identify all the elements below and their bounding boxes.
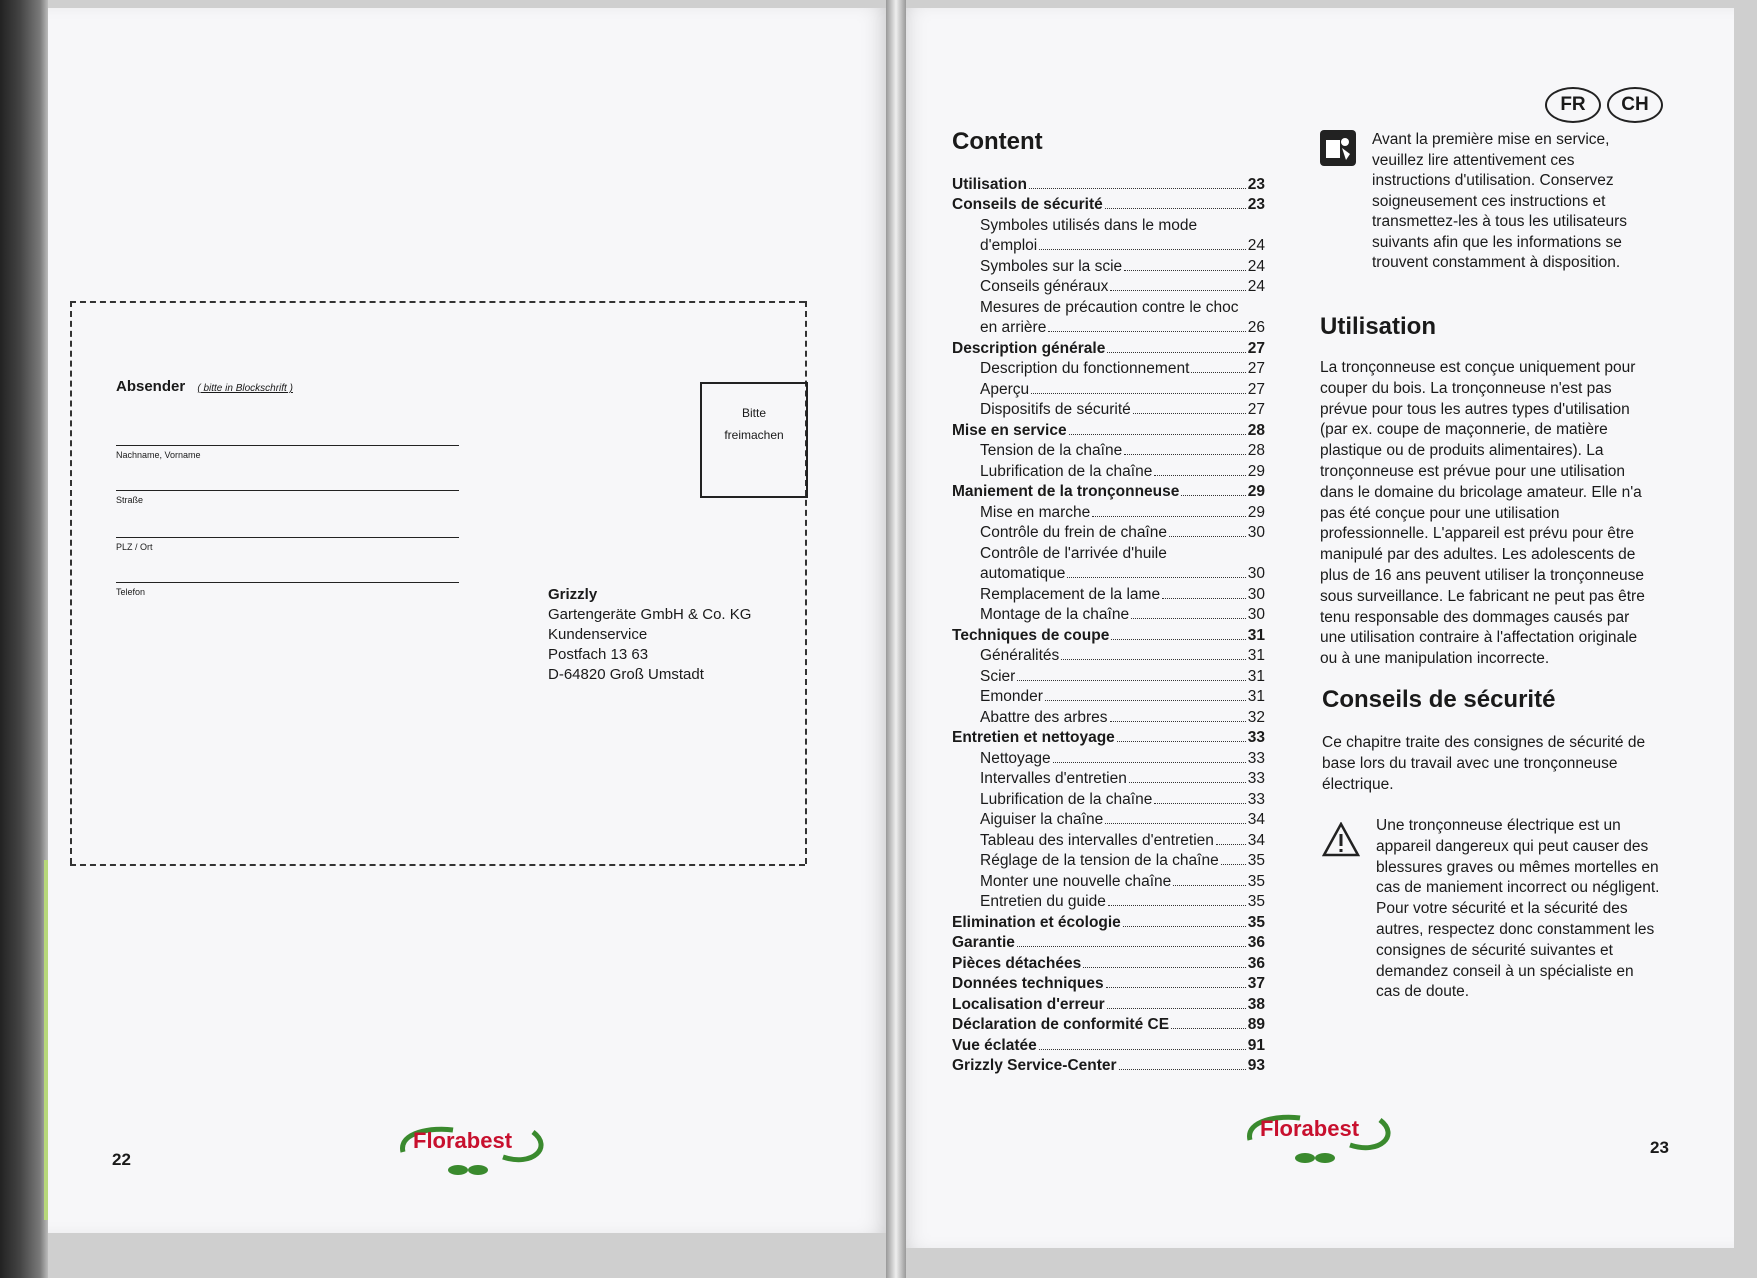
toc-entry-label: Données techniques (952, 975, 1104, 992)
toc-entry (952, 973, 1265, 994)
street-field-label: Straße (116, 495, 144, 505)
toc-entry-label: Intervalles d'entretien (980, 770, 1127, 787)
toc-entry (952, 706, 1265, 727)
toc-entry (952, 1014, 1265, 1035)
toc-entry (952, 624, 1265, 645)
badge-fr: FR (1545, 87, 1601, 123)
toc-entry-page: 30 (1247, 585, 1265, 603)
toc-leader-dots (1039, 1049, 1246, 1050)
toc-entry-label: Techniques de coupe (952, 626, 1110, 644)
toc-entry (952, 993, 1265, 1014)
toc-entry-label: Contrôle du frein de chaîne (980, 524, 1167, 541)
toc-entry-label: Description du fonctionnement (980, 360, 1190, 377)
toc-leader-dots (1216, 844, 1246, 845)
toc-entry-page: 24 (1247, 237, 1265, 254)
toc-entry-label: Abattre des arbres (980, 708, 1108, 726)
toc-leader-dots (1106, 987, 1246, 988)
toc-entry-page: 36 (1247, 954, 1265, 972)
toc-leader-dots (1221, 864, 1246, 865)
name-field[interactable] (116, 445, 459, 460)
toc-entry-label: Aperçu (980, 380, 1030, 398)
toc-entry-page: 35 (1247, 893, 1265, 910)
city-field-label: PLZ / Ort (116, 542, 153, 552)
toc-title: Content (952, 128, 1043, 155)
toc-entry (952, 665, 1265, 686)
toc-entry-page: 37 (1247, 975, 1265, 992)
name-field-label: Nachname, Vorname (116, 450, 201, 460)
toc-entry (952, 768, 1265, 789)
toc-entry-label: Scier (980, 667, 1016, 685)
toc-leader-dots (1017, 946, 1246, 947)
stamp-line-1: Bitte (741, 406, 766, 420)
toc-leader-dots (1092, 516, 1245, 517)
toc-entry-page: 33 (1247, 729, 1265, 746)
cut-line-bottom (70, 864, 805, 866)
logo-wordmark: Florabest (1260, 1116, 1360, 1141)
book-gutter (886, 0, 906, 1278)
toc-entry-page: 31 (1247, 688, 1265, 705)
toc-entry-label: Monter une nouvelle chaîne (980, 872, 1172, 890)
toc-entry-label: Emonder (980, 688, 1043, 705)
toc-entry-label: Grizzly Service-Center (952, 1057, 1117, 1074)
toc-entry-page: 24 (1247, 257, 1265, 275)
toc-entry-label: Symboles sur la scie (980, 257, 1123, 275)
street-field[interactable] (116, 490, 459, 505)
toc-leader-dots (1181, 495, 1245, 496)
toc-leader-dots (1171, 1028, 1246, 1029)
toc-entry (952, 747, 1265, 768)
section-title-safety: Conseils de sécurité (1322, 686, 1556, 713)
toc-leader-dots (1111, 639, 1245, 640)
page-number-right: 23 (1650, 1138, 1669, 1157)
toc-entry-page: 31 (1247, 626, 1265, 644)
toc-entry (952, 891, 1265, 912)
toc-leader-dots (1133, 413, 1246, 414)
toc-leader-dots (1154, 475, 1245, 476)
toc-entry-page: 35 (1247, 872, 1265, 890)
toc-entry-page: 35 (1247, 913, 1265, 931)
toc-entry-label: Lubrification de la chaîne (980, 790, 1153, 808)
toc-leader-dots (1029, 188, 1246, 189)
toc-entry-label: Aiguiser la chaîne (980, 811, 1104, 828)
toc-entry-label: Tableau des intervalles d'entretien (980, 831, 1214, 849)
toc-leader-dots (1069, 434, 1246, 435)
toc-leader-dots (1191, 372, 1245, 373)
toc-leader-dots (1119, 1069, 1246, 1070)
toc-entry (952, 378, 1265, 399)
toc-entry-label: d'emploi (980, 237, 1038, 254)
toc-entry (952, 604, 1265, 625)
toc-entry-label: automatique (980, 565, 1066, 582)
toc-entry (952, 645, 1265, 666)
toc-entry-label: Garantie (952, 934, 1015, 951)
toc-entry-label: Remplacement de la lame (980, 585, 1161, 603)
toc-entry (952, 1034, 1265, 1055)
toc-entry-label: Tension de la chaîne (980, 442, 1123, 459)
toc-entry (952, 276, 1265, 297)
address-line: D-64820 Groß Umstadt (548, 666, 704, 683)
toc-entry (952, 501, 1265, 522)
recipient-name: Grizzly (548, 586, 598, 603)
toc-entry (952, 173, 1265, 194)
toc-entry (952, 870, 1265, 891)
toc-entry (952, 583, 1265, 604)
toc-entry-label: Dispositifs de sécurité (980, 401, 1131, 418)
toc-leader-dots (1110, 290, 1245, 291)
toc-leader-dots (1067, 577, 1245, 578)
intro-text: Avant la première mise en service, veuillez lire attentivement ces instructions d'utilisation. Conservez soigneusement ces instructions et transmettez-les à tous les utilisateurs suivants afin que les informations se trouvent constamment à disposition. (1372, 131, 1627, 271)
toc-entry (952, 522, 1265, 543)
warning-triangle-icon (1322, 822, 1360, 858)
toc-entry-page: 29 (1247, 483, 1265, 500)
toc-entry (952, 850, 1265, 871)
toc-entry (952, 440, 1265, 461)
toc-entry-page: 28 (1247, 442, 1265, 459)
toc-entry-label: Contrôle de l'arrivée d'huile (980, 544, 1167, 562)
toc-leader-dots (1105, 208, 1246, 209)
toc-leader-dots (1123, 926, 1246, 927)
warning-text: Une tronçonneuse électrique est un appareil dangereux qui peut causer des blessures graves ou mêmes mortelles en cas de maniement incorrect ou négligent. Pour votre sécurité et la sécurité des autres, respectez donc constamment les consignes de sécurité suivantes et demandez conseil à un spécialiste en cas de doute. (1376, 817, 1660, 1001)
toc-leader-dots (1131, 618, 1246, 619)
toc-leader-dots (1129, 782, 1246, 783)
toc-entry (952, 829, 1265, 850)
toc-entry-page: 29 (1247, 462, 1265, 480)
toc-entry (952, 788, 1265, 809)
binder-edge (0, 0, 48, 1278)
toc-entry (952, 563, 1265, 584)
toc-entry-page: 26 (1247, 319, 1265, 336)
toc-entry-page: 89 (1247, 1016, 1265, 1033)
country-badges (1545, 87, 1663, 123)
toc-entry-label: Lubrification de la chaîne (980, 462, 1153, 480)
toc-leader-dots (1173, 885, 1245, 886)
page-number-left: 22 (112, 1150, 131, 1169)
toc-entry (952, 1055, 1265, 1076)
utilisation-text: La tronçonneuse est conçue uniquement pour couper du bois. La tronçonneuse n'est pas prévue pour tous les autres types d'utilisation (par ex. coupe de maçonnerie, de matière plastique ou de produits alimentaires). La tronçonneuse est prévue pour une utilisation dans le domaine du bricolage amateur. Elle n'a pas été conçue pour une utilisation professionnelle. L'appareil est prévu pour être manipulé par des adultes. Les adolescents de plus de 16 ans peuvent utiliser la tronçonneuse sous surveillance. Le fabricant ne peut pas être tenu responsable des dommages causés par une utilisation contraire à l'affectation originale ou à une manipulation incorrecte. (1320, 359, 1645, 668)
toc-leader-dots (1053, 762, 1246, 763)
toc-entry-page: 35 (1247, 852, 1265, 869)
toc-entry-page: 33 (1247, 790, 1265, 808)
address-line: Kundenservice (548, 626, 648, 643)
toc-entry-page: 31 (1247, 667, 1265, 685)
toc-entry-label: Réglage de la tension de la chaîne (980, 852, 1219, 869)
toc-entry-label: Mesures de précaution contre le choc (980, 298, 1239, 316)
toc-entry (952, 255, 1265, 276)
safety-intro-text: Ce chapitre traite des consignes de sécurité de base lors du travail avec une tronçonneuse électrique. (1322, 734, 1646, 793)
toc-entry (952, 542, 1265, 563)
table-of-contents (952, 173, 1265, 1075)
toc-leader-dots (1017, 680, 1245, 681)
toc-entry (952, 809, 1265, 830)
toc-entry (952, 460, 1265, 481)
toc-entry-page: 36 (1247, 934, 1265, 951)
toc-leader-dots (1045, 700, 1246, 701)
sender-label: Absender (116, 378, 186, 395)
city-field[interactable] (116, 537, 459, 552)
toc-entry-label: Symboles utilisés dans le mode (980, 216, 1198, 234)
toc-entry-label: Généralités (980, 647, 1060, 664)
toc-entry-page: 30 (1247, 524, 1265, 541)
toc-entry-page: 27 (1247, 360, 1265, 377)
toc-entry-label: Déclaration de conformité CE (952, 1016, 1170, 1033)
toc-entry-page: 32 (1247, 708, 1265, 726)
toc-leader-dots (1031, 393, 1246, 394)
toc-entry-page: 33 (1247, 749, 1265, 767)
toc-entry (952, 194, 1265, 215)
toc-entry (952, 911, 1265, 932)
toc-leader-dots (1061, 659, 1245, 660)
toc-entry-label: Conseils de sécurité (952, 196, 1103, 213)
toc-entry (952, 686, 1265, 707)
florabest-logo-left (393, 1122, 533, 1182)
toc-entry-page: 29 (1247, 503, 1265, 521)
toc-entry (952, 214, 1265, 235)
toc-entry-label: Entretien et nettoyage (952, 729, 1115, 746)
toc-entry (952, 235, 1265, 256)
toc-leader-dots (1107, 352, 1245, 353)
toc-entry-page: 23 (1247, 196, 1265, 213)
read-manual-icon (1320, 130, 1356, 166)
toc-leader-dots (1124, 270, 1246, 271)
toc-entry (952, 727, 1265, 748)
toc-entry-label: en arrière (980, 319, 1047, 336)
toc-entry-page: 38 (1247, 995, 1265, 1013)
toc-entry-page: 28 (1247, 421, 1265, 439)
toc-leader-dots (1124, 454, 1246, 455)
toc-entry-label: Elimination et écologie (952, 913, 1121, 931)
toc-entry-label: Localisation d'erreur (952, 995, 1105, 1013)
toc-entry-label: Maniement de la tronçonneuse (952, 483, 1180, 500)
logo-wordmark: Florabest (413, 1128, 513, 1153)
sender-note: ( bitte in Blockschrift ) (197, 383, 293, 394)
toc-leader-dots (1108, 905, 1246, 906)
toc-leader-dots (1154, 803, 1245, 804)
toc-entry (952, 932, 1265, 953)
stamp-box (700, 382, 808, 498)
toc-leader-dots (1048, 331, 1245, 332)
toc-entry-label: Vue éclatée (952, 1036, 1037, 1054)
toc-leader-dots (1039, 249, 1246, 250)
toc-leader-dots (1105, 823, 1246, 824)
toc-leader-dots (1117, 741, 1246, 742)
address-line: Postfach 13 63 (548, 646, 649, 663)
toc-entry-page: 93 (1247, 1057, 1265, 1074)
toc-leader-dots (1110, 721, 1246, 722)
address-line: Gartengeräte GmbH & Co. KG (548, 606, 752, 623)
toc-entry-page: 24 (1247, 278, 1265, 295)
cut-line-top (70, 301, 805, 303)
section-title-utilisation: Utilisation (1320, 313, 1437, 340)
badge-ch: CH (1607, 87, 1663, 123)
toc-entry (952, 952, 1265, 973)
toc-entry-label: Mise en marche (980, 503, 1091, 521)
phone-field[interactable] (116, 582, 459, 597)
toc-entry (952, 399, 1265, 420)
toc-entry (952, 337, 1265, 358)
toc-entry-page: 30 (1247, 565, 1265, 582)
toc-entry-page: 33 (1247, 770, 1265, 787)
toc-entry-page: 27 (1247, 339, 1265, 357)
toc-leader-dots (1169, 536, 1246, 537)
recipient-address (548, 585, 751, 685)
toc-entry-label: Montage de la chaîne (980, 606, 1130, 623)
toc-entry-label: Mise en service (952, 421, 1067, 439)
toc-entry-label: Entretien du guide (980, 893, 1106, 910)
toc-entry (952, 419, 1265, 440)
toc-entry-page: 27 (1247, 380, 1265, 398)
florabest-logo-right (1240, 1110, 1380, 1170)
sender-heading (116, 378, 293, 395)
toc-leader-dots (1083, 967, 1245, 968)
stamp-line-2: freimachen (724, 428, 784, 442)
toc-entry-label: Conseils généraux (980, 278, 1109, 295)
toc-entry (952, 481, 1265, 502)
toc-entry (952, 317, 1265, 338)
left-page (48, 8, 890, 1233)
toc-entry-page: 30 (1247, 606, 1265, 623)
toc-entry-page: 91 (1247, 1036, 1265, 1054)
toc-entry (952, 296, 1265, 317)
cut-line-left (70, 301, 72, 864)
toc-entry-label: Pièces détachées (952, 954, 1082, 972)
toc-entry-page: 34 (1247, 811, 1265, 828)
toc-entry-label: Description générale (952, 339, 1106, 357)
toc-entry-page: 31 (1247, 647, 1265, 664)
toc-entry-label: Utilisation (952, 175, 1027, 193)
toc-entry-page: 34 (1247, 831, 1265, 849)
toc-entry-page: 23 (1247, 175, 1265, 193)
phone-field-label: Telefon (116, 587, 146, 597)
toc-leader-dots (1107, 1008, 1246, 1009)
toc-entry-page: 27 (1247, 401, 1265, 418)
toc-leader-dots (1162, 598, 1246, 599)
toc-entry (952, 358, 1265, 379)
toc-entry-label: Nettoyage (980, 749, 1051, 767)
